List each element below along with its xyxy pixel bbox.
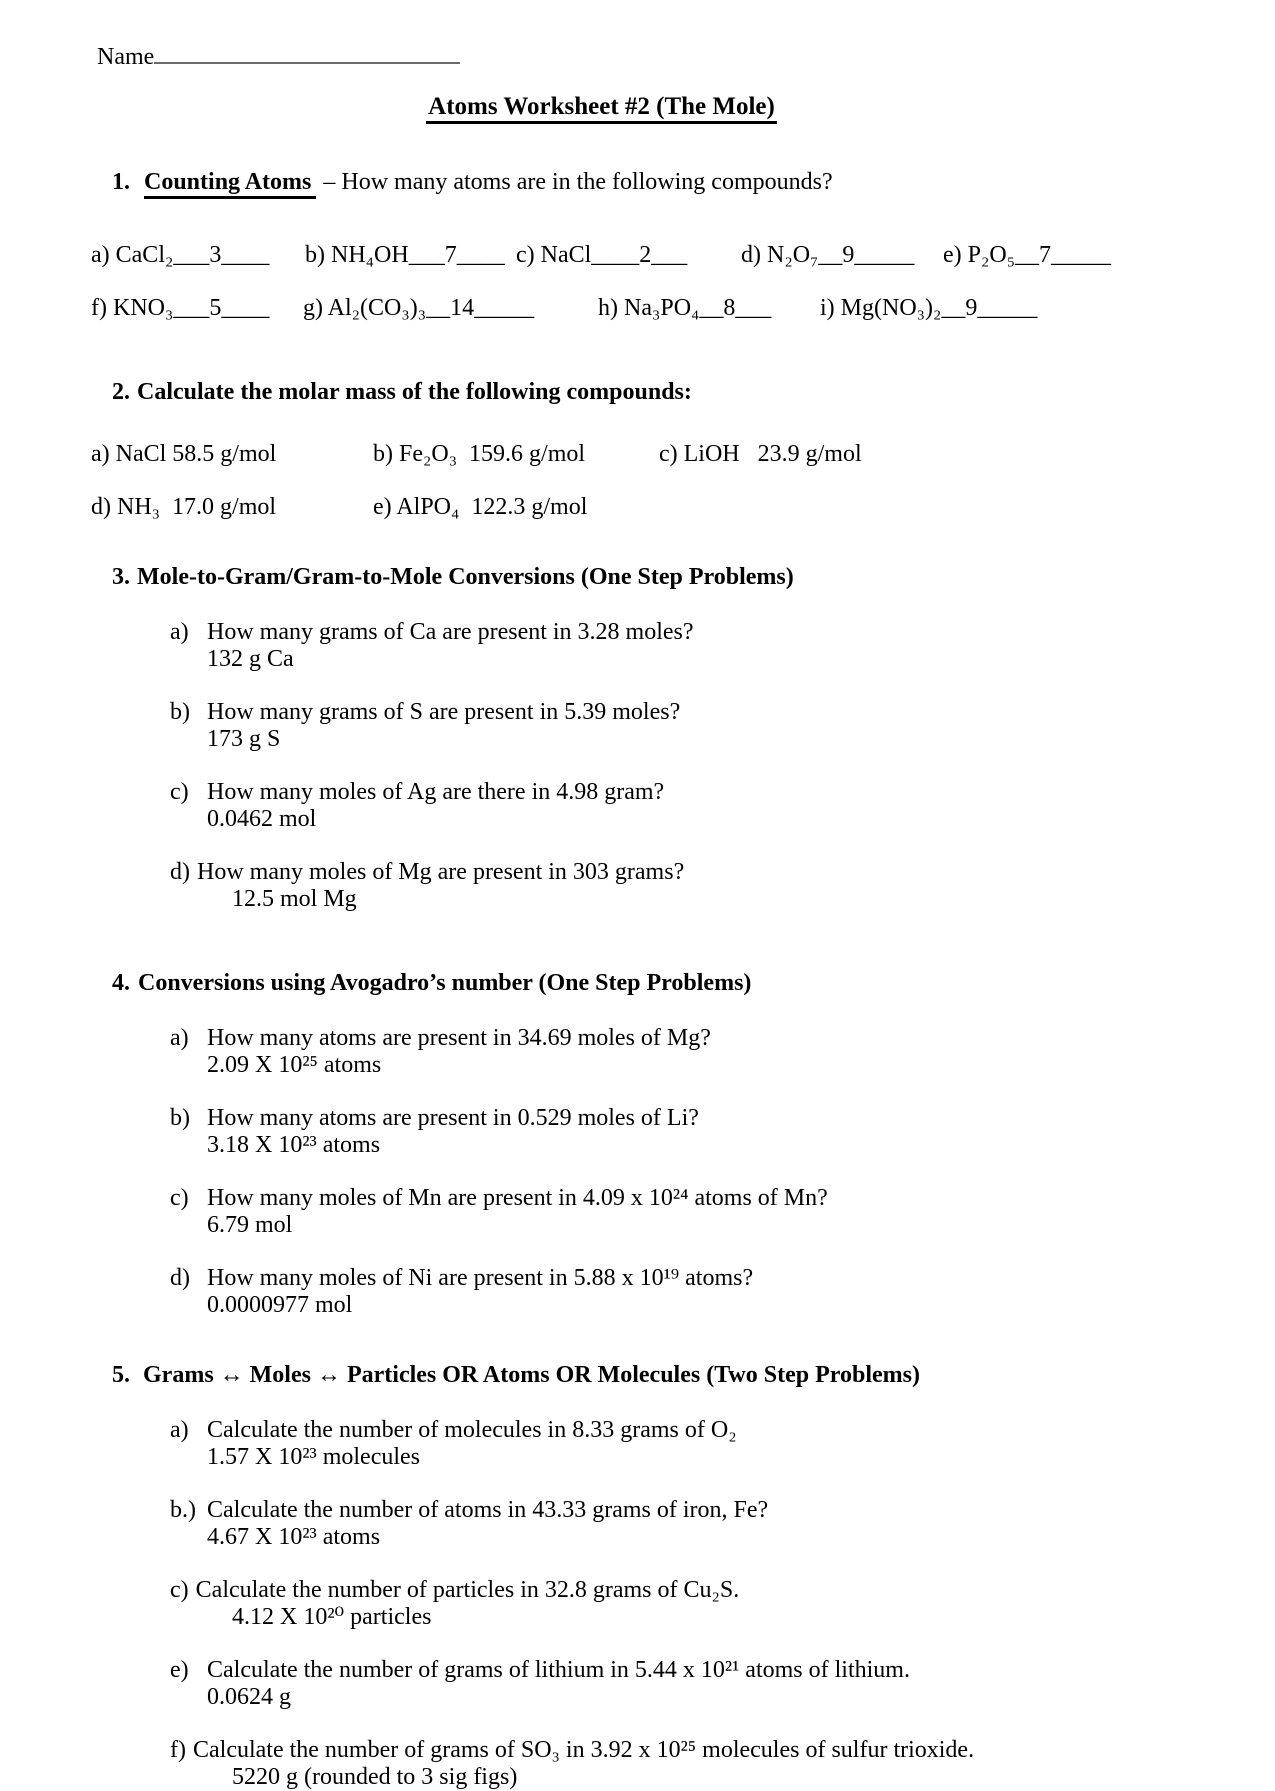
answer-text: 4.12 X 10²⁰ particles <box>232 1604 432 1630</box>
question-item-3c <box>170 779 1115 833</box>
section-3-heading <box>88 537 1115 618</box>
section-4-number: 4. <box>112 970 130 996</box>
molar-mass-row-1 <box>91 441 1115 468</box>
question-text: Calculate the number of atoms in 43.33 grams of iron, Fe? <box>207 1497 769 1523</box>
question-item-5c <box>170 1577 1115 1631</box>
page-title: Atoms Worksheet #2 (The Mole) <box>426 93 777 124</box>
item-label: f) <box>170 1737 186 1763</box>
item-label: c) <box>170 1577 189 1603</box>
answer-text: 173 g S <box>207 726 281 752</box>
answer-text: 0.0000977 mol <box>207 1292 353 1318</box>
counting-item-f: f) KNO₃___5____ <box>91 295 270 321</box>
question-item-4d <box>170 1265 1115 1319</box>
section-5-title: Grams ↔ Moles ↔ Particles OR Atoms OR Molecules (Two Step Problems) <box>143 1362 920 1388</box>
counting-atoms-row-2 <box>91 295 1115 322</box>
section-1-heading <box>88 142 1115 226</box>
item-label: d) <box>170 1265 190 1291</box>
counting-atoms-row-1 <box>91 242 1115 269</box>
title-row <box>88 93 1115 124</box>
section-4-items <box>170 1025 1115 1319</box>
counting-item-h: h) Na₃PO₄__8___ <box>598 295 772 321</box>
counting-item-c: c) NaCl____2___ <box>516 242 688 268</box>
question-text: How many grams of Ca are present in 3.28 moles? <box>207 619 694 645</box>
molar-mass-item-c: c) LiOH 23.9 g/mol <box>659 441 862 467</box>
item-label: c) <box>170 779 189 805</box>
question-item-5b <box>170 1497 1115 1551</box>
question-item-5e <box>170 1657 1115 1711</box>
question-item-5a <box>170 1417 1115 1471</box>
question-text: How many moles of Ni are present in 5.88 x 10¹⁹ atoms? <box>207 1265 754 1291</box>
section-2-title: Calculate the molar mass of the following compounds: <box>137 379 692 405</box>
item-label: d) <box>170 859 190 885</box>
section-4-heading <box>88 943 1115 1024</box>
item-label: a) <box>170 619 189 645</box>
question-item-3b <box>170 699 1115 753</box>
question-text: How many moles of Mg are present in 303 grams? <box>197 859 685 885</box>
section-5-heading <box>88 1335 1115 1416</box>
question-item-5f <box>170 1737 1115 1791</box>
item-label: b) <box>170 1105 190 1131</box>
question-text: How many atoms are present in 0.529 moles of Li? <box>207 1105 699 1131</box>
section-2-heading <box>88 352 1115 433</box>
molar-mass-item-d: d) NH₃ 17.0 g/mol <box>91 494 277 520</box>
question-item-3d <box>170 859 1115 913</box>
section-1-subtitle: – How many atoms are in the following compounds? <box>323 169 833 195</box>
section-3-number: 3. <box>112 564 130 590</box>
answer-text: 6.79 mol <box>207 1212 293 1238</box>
answer-text: 12.5 mol Mg <box>232 886 357 912</box>
answer-text: 132 g Ca <box>207 646 294 672</box>
question-text: Calculate the number of grams of lithium in 5.44 x 10²¹ atoms of lithium. <box>207 1657 910 1683</box>
question-text: How many moles of Ag are there in 4.98 gram? <box>207 779 665 805</box>
answer-text: 5220 g (rounded to 3 sig figs) <box>232 1764 518 1790</box>
question-item-4c <box>170 1185 1115 1239</box>
answer-text: 3.18 X 10²³ atoms <box>207 1132 381 1158</box>
counting-item-i: i) Mg(NO₃)₂__9_____ <box>820 295 1038 321</box>
counting-item-g: g) Al₂(CO₃)₃__14_____ <box>303 295 535 321</box>
counting-item-b: b) NH₄OH___7____ <box>305 242 505 268</box>
section-4-title: Conversions using Avogadro’s number (One Step Problems) <box>138 970 752 996</box>
section-3-items <box>170 619 1115 913</box>
question-text: Calculate the number of grams of SO₃ in 3.92 x 10²⁵ molecules of sulfur trioxide. <box>192 1737 975 1763</box>
item-label: b) <box>170 699 190 725</box>
question-text: Calculate the number of particles in 32.8 grams of Cu₂S. <box>195 1577 740 1603</box>
answer-text: 2.09 X 10²⁵ atoms <box>207 1052 382 1078</box>
section-3-title: Mole-to-Gram/Gram-to-Mole Conversions (One Step Problems) <box>137 564 794 590</box>
counting-item-d: d) N₂O₇__9_____ <box>741 242 915 268</box>
item-label: a) <box>170 1025 189 1051</box>
question-item-4b <box>170 1105 1115 1159</box>
section-1-title: Counting Atoms <box>144 169 316 199</box>
name-blank-line <box>154 38 460 64</box>
answer-text: 4.67 X 10²³ atoms <box>207 1524 381 1550</box>
question-text: How many grams of S are present in 5.39 moles? <box>207 699 681 725</box>
question-text: How many atoms are present in 34.69 moles of Mg? <box>207 1025 711 1051</box>
question-item-4a <box>170 1025 1115 1079</box>
counting-item-a: a) CaCl₂___3____ <box>91 242 270 268</box>
name-label: Name <box>97 44 155 70</box>
answer-text: 0.0624 g <box>207 1684 291 1710</box>
answer-text: 1.57 X 10²³ molecules <box>207 1444 421 1470</box>
answer-text: 0.0462 mol <box>207 806 317 832</box>
molar-mass-item-a: a) NaCl 58.5 g/mol <box>91 441 277 467</box>
molar-mass-item-b: b) Fe₂O₃ 159.6 g/mol <box>373 441 586 467</box>
item-label: e) <box>170 1657 189 1683</box>
section-5-number: 5. <box>112 1362 130 1388</box>
counting-item-e: e) P₂O₅__7_____ <box>943 242 1112 268</box>
item-label: c) <box>170 1185 189 1211</box>
section-1-number: 1. <box>112 169 130 195</box>
question-text: How many moles of Mn are present in 4.09 x 10²⁴ atoms of Mn? <box>207 1185 828 1211</box>
item-label: a) <box>170 1417 189 1443</box>
item-label: b.) <box>170 1497 196 1523</box>
question-text: Calculate the number of molecules in 8.33 grams of O₂ <box>207 1417 737 1443</box>
section-2-number: 2. <box>112 379 130 405</box>
name-row <box>97 38 1115 71</box>
molar-mass-item-e: e) AlPO₄ 122.3 g/mol <box>373 494 588 520</box>
molar-mass-row-2 <box>91 494 1115 521</box>
section-5-items <box>170 1417 1115 1791</box>
question-item-3a <box>170 619 1115 673</box>
